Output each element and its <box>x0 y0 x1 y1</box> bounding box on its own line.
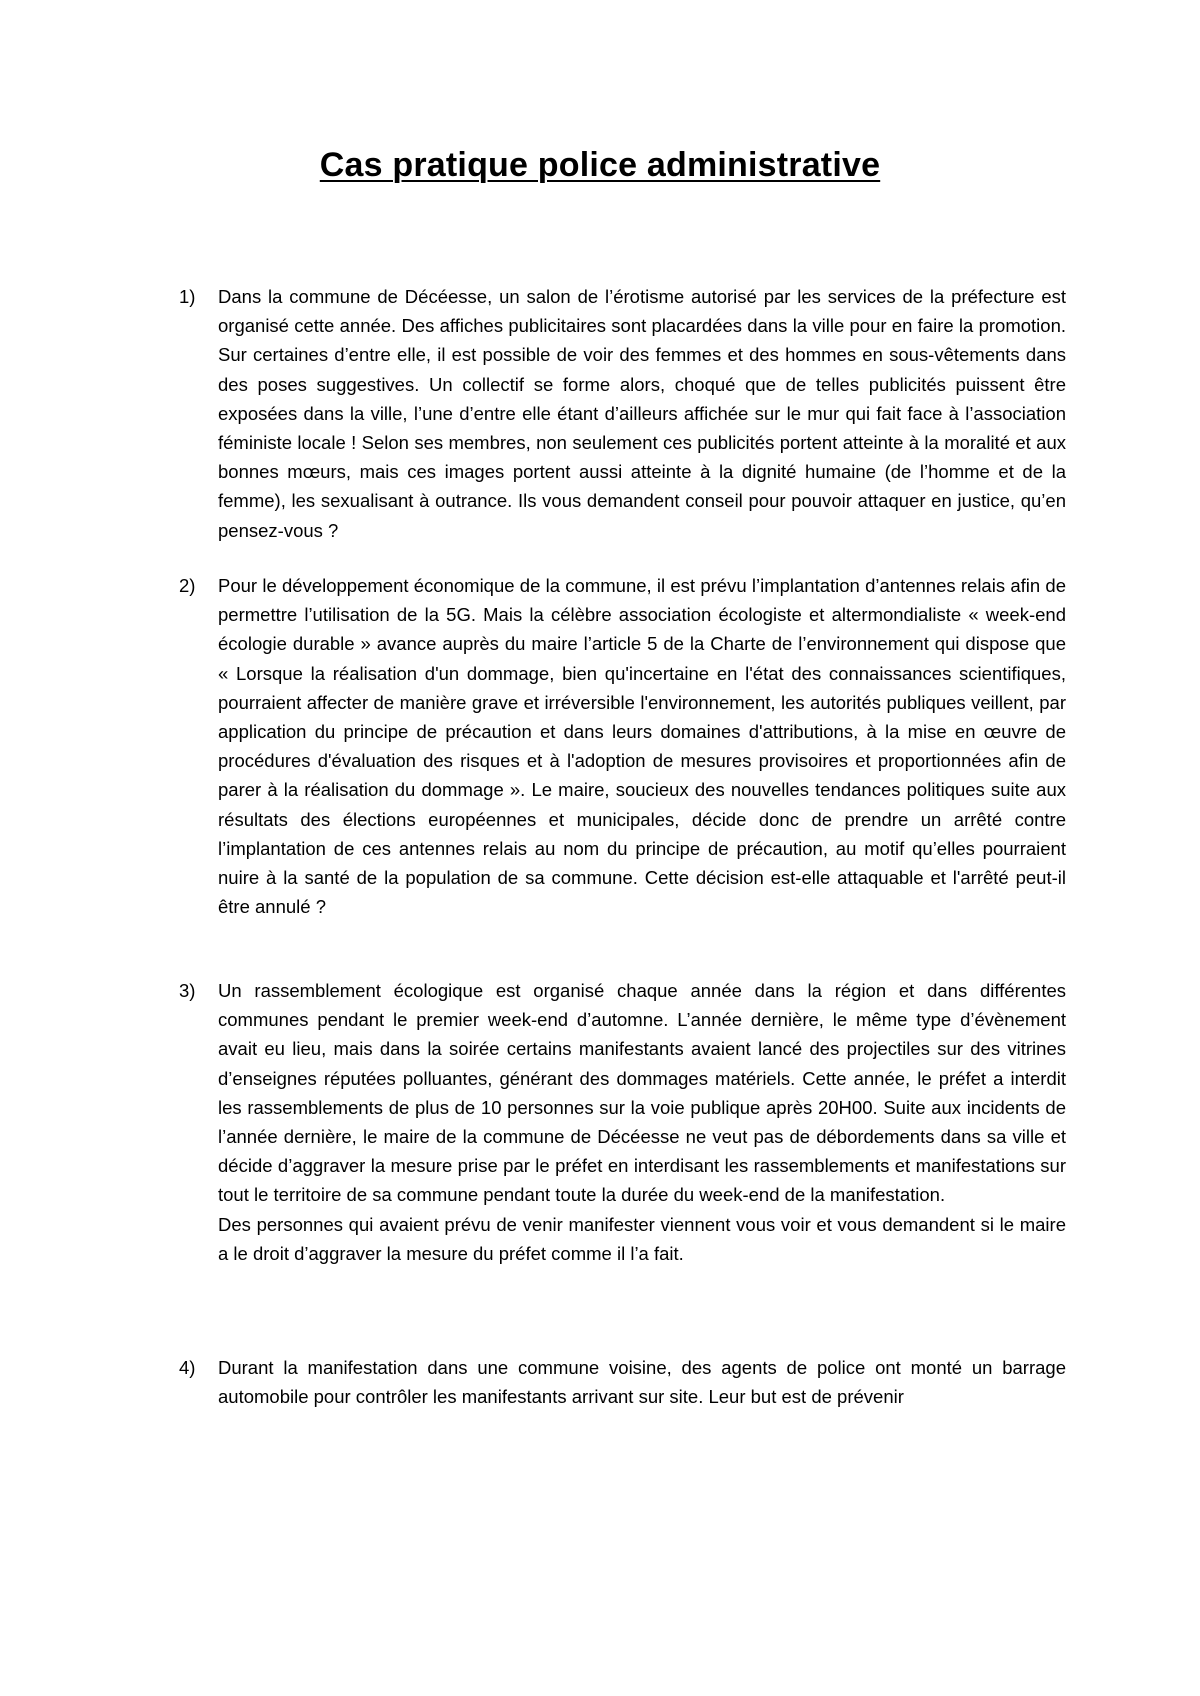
question-paragraph: Pour le développement économique de la commune, il est prévu l’implantation d’antennes relais afin de permettre l’utilisation de la 5G. Mais la célèbre association écologiste et altermondialiste « week-end écologie durable » avance auprès du maire l’article 5 de la Charte de l’environnement qui dispose que « Lorsque la réalisation d'un dommage, bien qu'incertaine en l'état des connaissances scientifiques, pourraient affecter de manière grave et irréversible l'environnement, les autorités publiques veillent, par application du principe de précaution et dans leurs domaines d'attributions, à la mise en œuvre de procédures d'évaluation des risques et à l'adoption de mesures provisoires et proportionnées afin de parer à la réalisation du dommage ». Le maire, soucieux des nouvelles tendances politiques suite aux résultats des élections européennes et municipales, décide donc de prendre un arrêté contre l’implantation de ces antennes relais au nom du principe de précaution, au motif qu’elles pourraient nuire à la santé de la population de sa commune. Cette décision est-elle attaquable et l'arrêté peut-il être annulé ? <box>218 575 1066 918</box>
question-text <box>218 571 1066 921</box>
question-paragraph: Durant la manifestation dans une commune voisine, des agents de police ont monté un barrage automobile pour contrôler les manifestants arrivant sur site. Leur but est de prévenir <box>218 1357 1066 1408</box>
question-text <box>218 282 1066 545</box>
question-number: 3) <box>179 980 196 1001</box>
question-paragraph: Dans la commune de Décéesse, un salon de l’érotisme autorisé par les services de la préfecture est organisé cette année. Des affiches publicitaires sont placardées dans la ville pour en faire la promotion. Sur certaines d’entre elle, il est possible de voir des femmes et des hommes en sous-vêtements dans des poses suggestives. Un collectif se forme alors, choqué que de telles publicités puissent être exposées dans la ville, l’une d’entre elle étant d’ailleurs affichée sur le mur qui fait face à l’association féministe locale ! Selon ses membres, non seulement ces publicités portent atteinte à la moralité et aux bonnes mœurs, mais ces images portent aussi atteinte à la dignité humaine (de l’homme et de la femme), les sexualisant à outrance. Ils vous demandent conseil pour pouvoir attaquer en justice, qu’en pensez-vous ? <box>218 286 1066 541</box>
question-number: 1) <box>179 286 196 307</box>
question-text <box>218 1353 1066 1411</box>
question-text <box>218 976 1066 1268</box>
question-number: 2) <box>179 575 196 596</box>
question-number: 4) <box>179 1357 196 1378</box>
question-paragraph: Des personnes qui avaient prévu de venir manifester viennent vous voir et vous demandent si le maire a le droit d’aggraver la mesure du préfet comme il l’a fait. <box>218 1213 1066 1264</box>
page-title: Cas pratique police administrative <box>319 146 881 184</box>
question-paragraph: Un rassemblement écologique est organisé chaque année dans la région et dans différentes communes pendant le premier week-end d’automne. L’année dernière, le même type d’évènement avait eu lieu, mais dans la soirée certains manifestants avaient lancé des projectiles sur des vitrines d’enseignes réputées polluantes, générant des dommages matériels. Cette année, le préfet a interdit les rassemblements de plus de 10 personnes sur la voie publique après 20H00. Suite aux incidents de l’année dernière, le maire de la commune de Décéesse ne veut pas de débordements dans sa ville et décide d’aggraver la mesure prise par le préfet en interdisant les rassemblements et manifestations sur tout le territoire de sa commune pendant toute la durée du week-end de la manifestation. <box>218 980 1066 1206</box>
